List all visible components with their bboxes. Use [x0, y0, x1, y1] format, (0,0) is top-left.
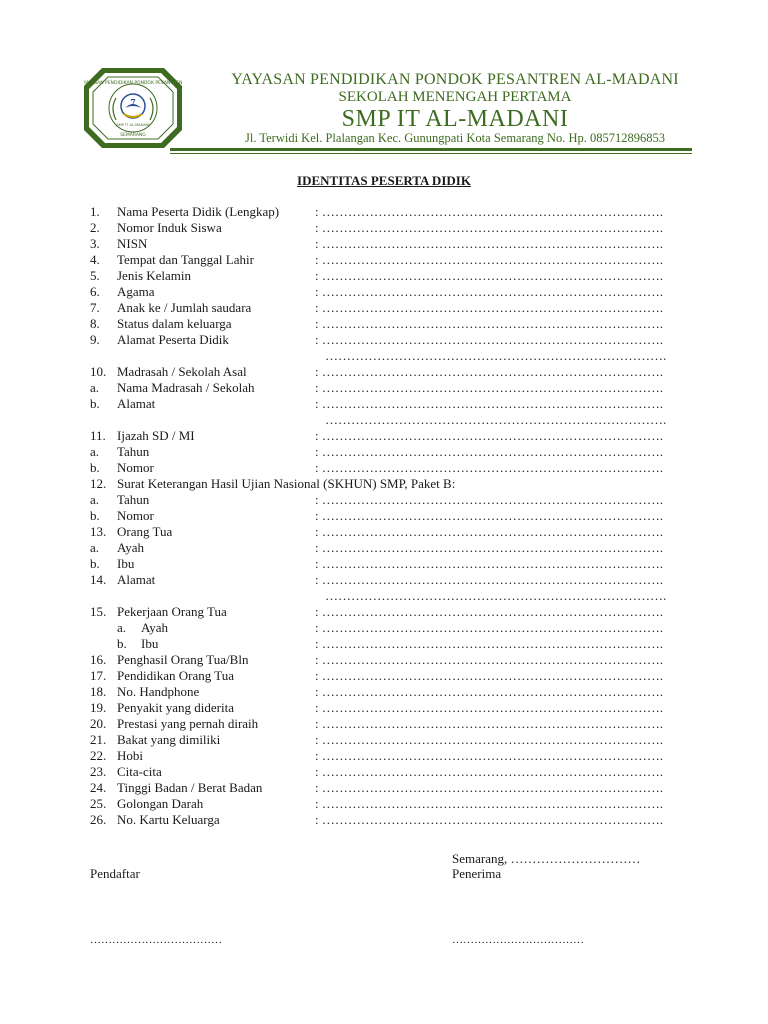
row-number: b.: [117, 636, 127, 651]
row-label: Cita-cita: [117, 764, 162, 779]
form-row: [90, 796, 690, 812]
school-level: SEKOLAH MENENGAH PERTAMA: [338, 89, 572, 105]
row-number: 16.: [90, 652, 107, 667]
row-number: 15.: [90, 604, 107, 619]
form-row: [90, 700, 690, 716]
registrant-signature-line[interactable]: ………………………………: [90, 934, 222, 946]
school-address: Jl. Terwidi Kel. Plalangan Kec. Gunungpati Kota Semarang No. Hp. 085712896853: [244, 131, 665, 145]
answer-field-continuation[interactable]: …………………………………………………………………….: [325, 412, 667, 427]
row-number: 9.: [90, 332, 100, 347]
row-label: Alamat Peserta Didik: [117, 332, 229, 347]
form-row: [90, 652, 690, 668]
form-row: [90, 316, 690, 332]
form-row-continuation: [90, 348, 690, 364]
row-label: Hobi: [117, 748, 143, 763]
row-number: b.: [90, 508, 100, 523]
answer-field[interactable]: : …………………………………………………………………….: [315, 524, 664, 539]
row-label: Anak ke / Jumlah saudara: [117, 300, 252, 315]
form-row: [90, 428, 690, 444]
row-label: Status dalam keluarga: [117, 316, 232, 331]
row-number: 13.: [90, 524, 107, 539]
row-label: Nama Peserta Didik (Lengkap): [117, 204, 280, 219]
answer-field[interactable]: : …………………………………………………………………….: [315, 380, 664, 395]
row-label: Ayah: [141, 620, 168, 635]
row-label: Ayah: [117, 540, 144, 555]
receiver-label: Penerima: [452, 866, 502, 881]
form-row: [90, 332, 690, 348]
row-label: Tahun: [117, 492, 150, 507]
row-label: Nomor: [117, 460, 154, 475]
row-number: a.: [90, 492, 100, 507]
school-name: SMP IT AL-MADANI: [341, 106, 569, 132]
form-row: [90, 252, 690, 268]
answer-field[interactable]: : …………………………………………………………………….: [315, 796, 664, 811]
form-row: [90, 220, 690, 236]
form-row: [90, 764, 690, 780]
row-label: Ibu: [141, 636, 159, 651]
row-number: b.: [90, 556, 100, 571]
row-number: 24.: [90, 780, 107, 795]
row-number: 12.: [90, 476, 107, 491]
row-label: No. Kartu Keluarga: [117, 812, 220, 827]
answer-field-continuation[interactable]: …………………………………………………………………….: [325, 588, 667, 603]
row-number: 1.: [90, 204, 100, 219]
answer-field[interactable]: : …………………………………………………………………….: [315, 780, 664, 795]
row-label: Penyakit yang diderita: [117, 700, 234, 715]
header-divider: [170, 148, 692, 151]
answer-field[interactable]: : …………………………………………………………………….: [315, 300, 664, 315]
row-number: 10.: [90, 364, 107, 379]
form-row: [90, 492, 690, 508]
form-row: [90, 604, 690, 620]
answer-field[interactable]: : …………………………………………………………………….: [315, 556, 664, 571]
logo-bottom-text: SEMARANG: [120, 133, 146, 138]
row-number: 19.: [90, 700, 107, 715]
answer-field[interactable]: : …………………………………………………………………….: [315, 652, 664, 667]
form-row: [90, 684, 690, 700]
row-label: Alamat: [117, 572, 156, 587]
answer-field[interactable]: : …………………………………………………………………….: [315, 396, 664, 411]
row-number: 11.: [90, 428, 106, 443]
row-number: 3.: [90, 236, 100, 251]
row-label: Pekerjaan Orang Tua: [117, 604, 227, 619]
receiver-signature-line[interactable]: ………………………………: [452, 934, 584, 946]
row-number: 6.: [90, 284, 100, 299]
answer-field[interactable]: : …………………………………………………………………….: [315, 812, 664, 827]
svg-text:7: 7: [130, 97, 136, 107]
form-row: [90, 396, 690, 412]
answer-field[interactable]: : …………………………………………………………………….: [315, 540, 664, 555]
answer-field[interactable]: : …………………………………………………………………….: [315, 268, 664, 283]
form-row: [90, 204, 690, 220]
form-row: [90, 508, 690, 524]
answer-field[interactable]: : …………………………………………………………………….: [315, 220, 664, 235]
row-number: 8.: [90, 316, 100, 331]
answer-field[interactable]: : …………………………………………………………………….: [315, 604, 664, 619]
answer-field[interactable]: : …………………………………………………………………….: [315, 508, 664, 523]
row-label: Tempat dan Tanggal Lahir: [117, 252, 254, 267]
row-label: Nama Madrasah / Sekolah: [117, 380, 255, 395]
form-row: [90, 300, 690, 316]
row-label: Golongan Darah: [117, 796, 204, 811]
row-number: 14.: [90, 572, 107, 587]
form-row-continuation: [90, 412, 690, 428]
row-number: a.: [90, 380, 100, 395]
form-row: [90, 460, 690, 476]
answer-field[interactable]: : …………………………………………………………………….: [315, 700, 664, 715]
answer-field[interactable]: : …………………………………………………………………….: [315, 332, 664, 347]
logo-inner-text: SMP IT AL-MADANI: [116, 123, 150, 127]
answer-field[interactable]: : …………………………………………………………………….: [315, 316, 664, 331]
foundation-name: YAYASAN PENDIDIKAN PONDOK PESANTREN AL-MADANI: [231, 71, 679, 88]
form-row: [90, 444, 690, 460]
logo-top-text: YAYASAN PENDIDIKAN PONDOK PESANTREN: [83, 81, 183, 86]
form-row: [90, 476, 690, 492]
row-label: Nomor Induk Siswa: [117, 220, 222, 235]
answer-field-continuation[interactable]: …………………………………………………………………….: [325, 348, 667, 363]
row-label: Bakat yang dimiliki: [117, 732, 221, 747]
form-row: [90, 732, 690, 748]
row-number: b.: [90, 460, 100, 475]
row-label: Jenis Kelamin: [117, 268, 192, 283]
answer-field[interactable]: : …………………………………………………………………….: [315, 684, 664, 699]
row-number: 5.: [90, 268, 100, 283]
form-row: [90, 620, 690, 636]
form-row: [90, 716, 690, 732]
row-number: a.: [117, 620, 127, 635]
form-row: [90, 268, 690, 284]
answer-field[interactable]: : …………………………………………………………………….: [315, 748, 664, 763]
row-number: 7.: [90, 300, 100, 315]
row-label: Prestasi yang pernah diraih: [117, 716, 259, 731]
row-label: Nomor: [117, 508, 154, 523]
school-logo: [80, 64, 186, 152]
row-number: a.: [90, 540, 100, 555]
row-label: Ibu: [117, 556, 135, 571]
answer-field[interactable]: : …………………………………………………………………….: [315, 428, 664, 443]
row-label: Agama: [117, 284, 155, 299]
form-row: [90, 668, 690, 684]
form-row-continuation: [90, 588, 690, 604]
row-label: Tahun: [117, 444, 150, 459]
row-label: Tinggi Badan / Berat Badan: [117, 780, 263, 795]
form-title: IDENTITAS PESERTA DIDIK: [297, 173, 471, 188]
row-label: Ijazah SD / MI: [117, 428, 195, 443]
row-label: NISN: [117, 236, 148, 251]
answer-field[interactable]: : …………………………………………………………………….: [315, 444, 664, 459]
registrant-label: Pendaftar: [90, 866, 140, 881]
row-label: Alamat: [117, 396, 156, 411]
answer-field[interactable]: : …………………………………………………………………….: [315, 364, 664, 379]
answer-field[interactable]: : …………………………………………………………………….: [315, 764, 664, 779]
header-divider-thin: [170, 153, 692, 154]
row-label: Orang Tua: [117, 524, 173, 539]
answer-field[interactable]: : …………………………………………………………………….: [315, 572, 664, 587]
answer-field[interactable]: : …………………………………………………………………….: [315, 716, 664, 731]
row-number: 25.: [90, 796, 107, 811]
form-row: [90, 524, 690, 540]
place-date-field[interactable]: Semarang, …………………………: [452, 851, 641, 866]
answer-field[interactable]: : …………………………………………………………………….: [315, 636, 664, 651]
row-number: 23.: [90, 764, 107, 779]
row-label: Penghasil Orang Tua/Bln: [117, 652, 249, 667]
answer-field[interactable]: : …………………………………………………………………….: [315, 492, 664, 507]
form-row: [90, 780, 690, 796]
row-number: 18.: [90, 684, 107, 699]
form-row: [90, 636, 690, 652]
row-label: No. Handphone: [117, 684, 200, 699]
answer-field[interactable]: : …………………………………………………………………….: [315, 204, 664, 219]
form-row: [90, 812, 690, 828]
row-number: 22.: [90, 748, 107, 763]
answer-field[interactable]: : …………………………………………………………………….: [315, 460, 664, 475]
answer-field[interactable]: : …………………………………………………………………….: [315, 668, 664, 683]
answer-field[interactable]: : …………………………………………………………………….: [315, 284, 664, 299]
row-number: 2.: [90, 220, 100, 235]
row-number: 26.: [90, 812, 107, 827]
form-row: [90, 556, 690, 572]
form-row: [90, 380, 690, 396]
row-label: Pendidikan Orang Tua: [117, 668, 234, 683]
row-label: Surat Keterangan Hasil Ujian Nasional (SKHUN) SMP, Paket B:: [117, 476, 456, 491]
row-number: 21.: [90, 732, 107, 747]
form-row: [90, 572, 690, 588]
form-row: [90, 236, 690, 252]
answer-field[interactable]: : …………………………………………………………………….: [315, 252, 664, 267]
row-number: b.: [90, 396, 100, 411]
row-label: Madrasah / Sekolah Asal: [117, 364, 247, 379]
row-number: 4.: [90, 252, 100, 267]
row-number: 17.: [90, 668, 107, 683]
form-row: [90, 540, 690, 556]
answer-field[interactable]: : …………………………………………………………………….: [315, 620, 664, 635]
form-row: [90, 364, 690, 380]
form-row: [90, 284, 690, 300]
answer-field[interactable]: : …………………………………………………………………….: [315, 732, 664, 747]
form-row: [90, 748, 690, 764]
answer-field[interactable]: : …………………………………………………………………….: [315, 236, 664, 251]
row-number: 20.: [90, 716, 107, 731]
row-number: a.: [90, 444, 100, 459]
